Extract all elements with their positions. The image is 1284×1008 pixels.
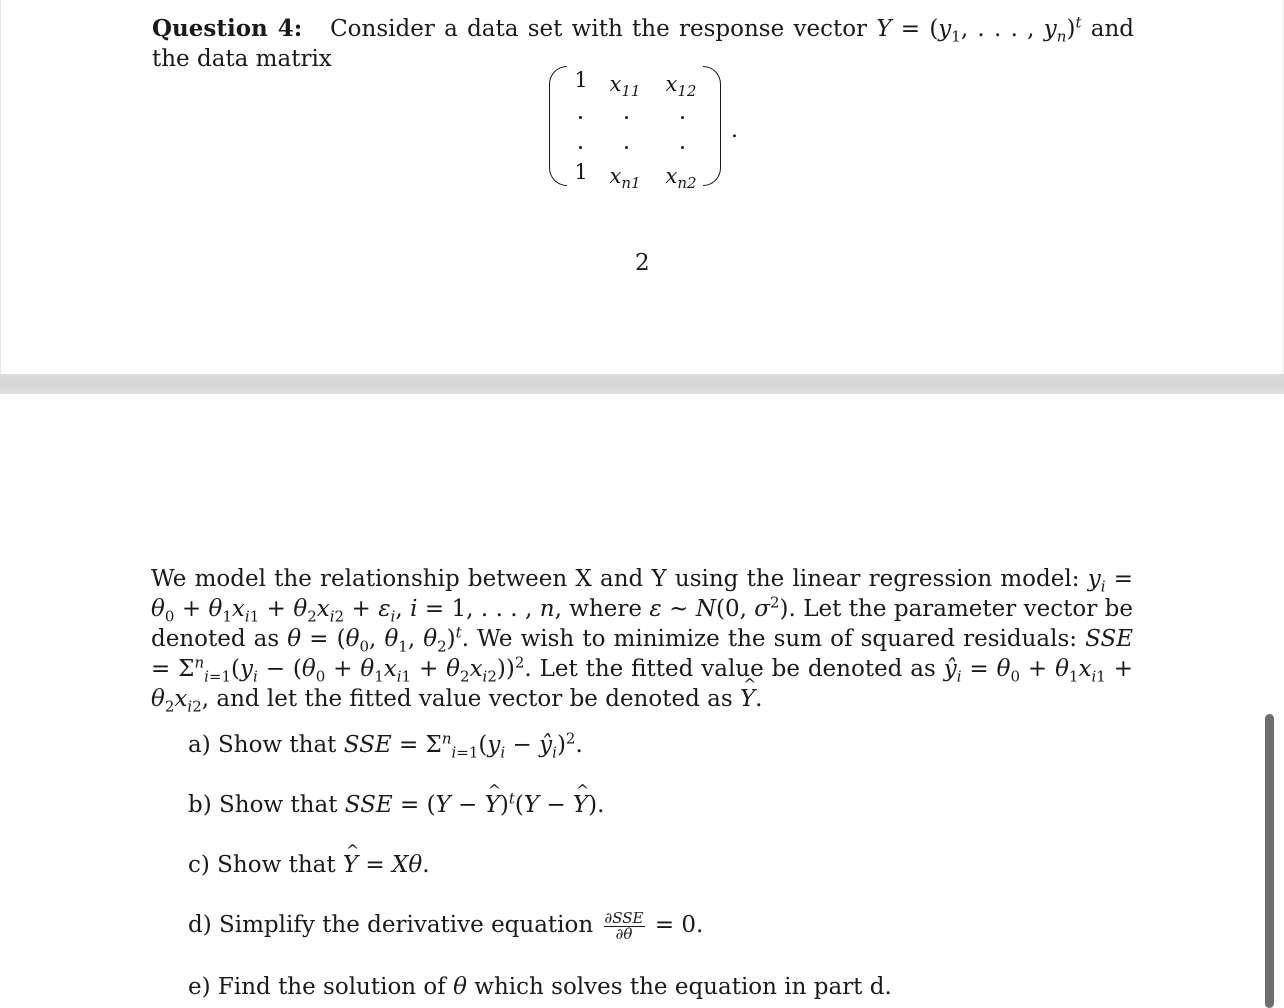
pdf-page-lower bbox=[0, 394, 1284, 1008]
question-intro-text: Consider a data set with the response vector $Y = (y_1$, . . . , $y_n)^t$ and the data matrix bbox=[152, 13, 1134, 72]
matrix-cell-r2c1: 1 bbox=[574, 160, 588, 184]
part-d-label: d) bbox=[188, 912, 212, 938]
pdf-page-upper bbox=[0, 0, 1284, 374]
part-b: b) Show that SSE = (Y − ^ Y)$^t$(Y − ^ Y). bbox=[188, 790, 604, 820]
matrix-dot bbox=[579, 116, 582, 119]
matrix-dot bbox=[681, 146, 684, 149]
data-matrix bbox=[549, 66, 739, 193]
part-b-label: b) bbox=[188, 792, 212, 818]
matrix-cell-r1c1: 1 bbox=[574, 68, 588, 92]
matrix-dot bbox=[625, 116, 628, 119]
question-label: Question 4: bbox=[152, 15, 303, 42]
matrix-cell-r2c2: $x_{n1}$ bbox=[609, 164, 641, 193]
model-description: We model the relationship between X and Y using the linear regression model: $y_i = \theta_0 + \theta_1x_{i1} + \theta_2x_{i2} + \varepsilon_i$, i = 1, . . . , n, where ε ~ N(0, $\sigma^2$). Let the parameter vector be denoted as $\theta = (\theta_0$, $\theta_1$, $\theta_2)^t$. We wish to minimize the sum of squared residuals: SSE = $\Sigma^n_{i=1}(y_i - (\theta_0 + \theta_1x_{i1} + \theta_2x_{i2}))^2$. Let the fitted value be denoted as $ŷ_i = \theta_0 + \theta_1x_{i1} + \theta_2x_{i2}$, and let the fitted value vector be denoted as ^ Y. bbox=[151, 564, 1133, 714]
part-c-label: c) bbox=[188, 852, 210, 878]
part-a-label: a) bbox=[188, 732, 211, 758]
matrix-dot bbox=[579, 146, 582, 149]
question-intro bbox=[152, 14, 1134, 74]
page-number: 2 bbox=[635, 250, 650, 276]
derivative-fraction: $\frac{\text{∂SSE}}{\partial\theta}$ bbox=[604, 908, 644, 943]
part-d: d) Simplify the derivative equation $\frac{\text{∂SSE}}{\partial\theta}$ = 0. bbox=[188, 908, 704, 943]
part-c: c) Show that ^ Y = Xθ. bbox=[188, 850, 430, 880]
matrix-cell-r2c3: $x_{n2}$ bbox=[665, 164, 697, 193]
vertical-scrollbar[interactable] bbox=[1265, 714, 1274, 1008]
matrix-dot bbox=[625, 146, 628, 149]
matrix-dot bbox=[681, 116, 684, 119]
matrix-period: . bbox=[731, 118, 738, 143]
matrix-cell-r1c2: $x_{11}$ bbox=[609, 72, 641, 101]
page-separator bbox=[0, 374, 1284, 394]
part-a: a) Show that SSE = $\Sigma^n_{i=1}(y_i$ − $ŷ_i)^2$. bbox=[188, 729, 583, 762]
part-e: e) Find the solution of θ which solves the equation in part d. bbox=[188, 974, 892, 1000]
part-e-label: e) bbox=[188, 974, 211, 1000]
matrix-cell-r1c3: $x_{12}$ bbox=[665, 72, 697, 101]
